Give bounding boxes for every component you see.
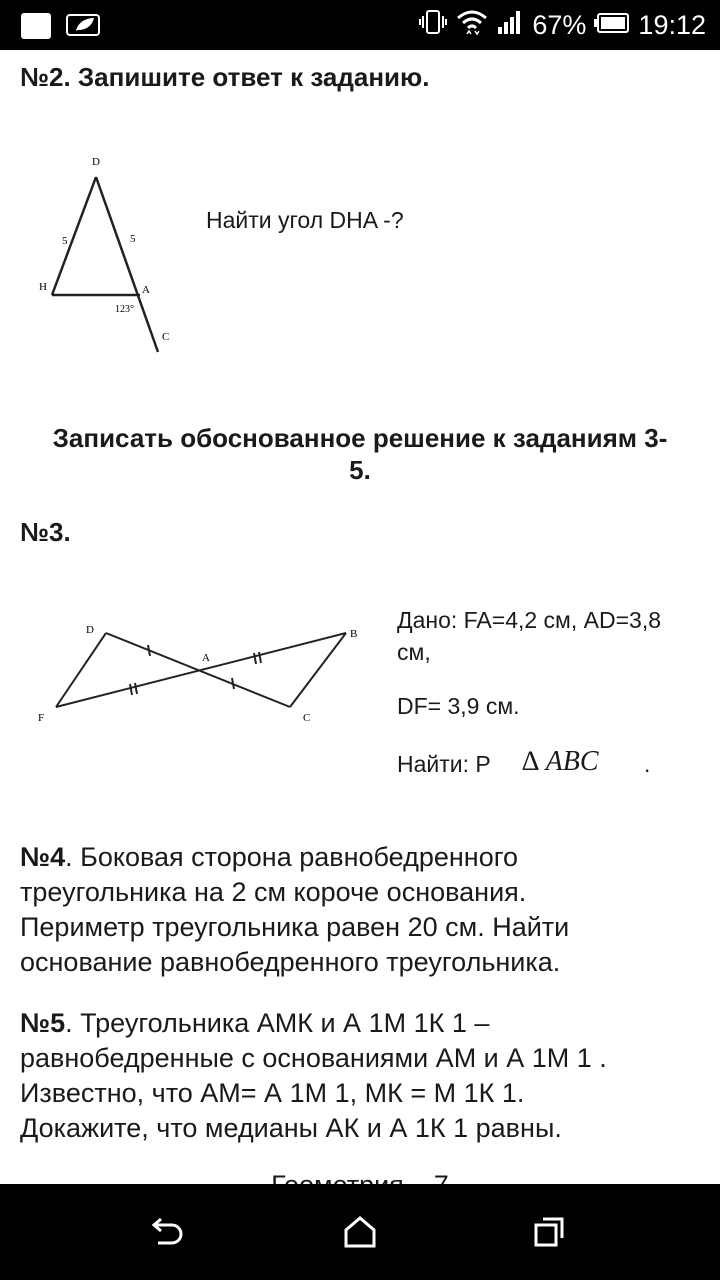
- section-heading: [0, 422, 720, 486]
- clock: 19:12: [638, 9, 706, 40]
- double-tick-FA-1: [130, 684, 132, 695]
- section-heading-line1: Записать обоснованное решение к заданиям 3-: [52, 423, 668, 453]
- task5-line-2: равнобедренные с основаниями АМ и А 1М 1 .: [20, 1043, 607, 1073]
- task4-line-4: основание равнобедренного треугольника.: [20, 947, 561, 977]
- label-C: C: [303, 712, 311, 724]
- label-D: D: [86, 624, 94, 636]
- task2-heading: №2. Запишите ответ к заданию.: [20, 62, 430, 92]
- tick-DA: [148, 645, 150, 656]
- wifi-icon: [456, 8, 488, 43]
- back-button[interactable]: [136, 1206, 196, 1258]
- double-tick-AB-1: [254, 653, 256, 664]
- battery-percent: 67%: [532, 9, 587, 40]
- task4-paragraph: [20, 840, 700, 980]
- home-button[interactable]: [330, 1206, 390, 1258]
- task3-given-line3: DF= 3,9 см.: [397, 693, 520, 719]
- task4-line-1: №4. Боковая сторона равнобедренного: [20, 842, 518, 872]
- home-icon: [340, 1214, 380, 1250]
- double-tick-FA-2: [135, 683, 137, 694]
- section-heading-line2: 5.: [349, 455, 371, 485]
- label-B: B: [350, 628, 358, 640]
- task5-line-4: Докажите, что медианы АК и А 1К 1 равны.: [20, 1113, 562, 1143]
- task3-bowtie-figure: [30, 615, 380, 735]
- task5-line-1: №5. Треугольника АМК и А 1М 1К 1 –: [20, 1008, 490, 1038]
- task4-line-3: Периметр треугольника равен 20 см. Найти: [20, 912, 570, 942]
- tick-AC: [232, 678, 234, 689]
- document-view[interactable]: [0, 50, 720, 1184]
- status-bar: [0, 0, 720, 50]
- task2-question: Найти угол DHA -?: [206, 207, 404, 233]
- task3-given-line2: см,: [397, 639, 431, 665]
- back-icon: [146, 1215, 186, 1249]
- leaf-mode-icon: [66, 12, 102, 43]
- label-side-left: 5: [62, 235, 68, 247]
- side-HD: [52, 177, 96, 295]
- task2-triangle-figure: [30, 150, 190, 360]
- task5-paragraph: [20, 1006, 700, 1146]
- label-side-right: 5: [130, 233, 136, 245]
- label-C: C: [162, 331, 170, 343]
- segment-BC: [290, 633, 346, 707]
- recents-button[interactable]: [520, 1206, 580, 1258]
- battery-icon: [594, 10, 630, 41]
- task3-triangle-symbol: ∆ ABC: [522, 746, 599, 777]
- recents-icon: [530, 1214, 570, 1250]
- label-A: A: [142, 284, 150, 296]
- task3-find-suffix: .: [644, 751, 651, 777]
- task3-given-line1: Дано: FA=4,2 см, AD=3,8: [397, 607, 662, 633]
- task3-find-prefix: Найти: Р: [397, 751, 491, 777]
- task4-number: №4: [20, 842, 66, 872]
- task5-line-3: Известно, что АМ= А 1М 1, МК = М 1К 1.: [20, 1078, 525, 1108]
- signal-icon: [496, 9, 524, 42]
- label-H: H: [39, 281, 47, 293]
- label-D: D: [92, 156, 100, 168]
- double-tick-AB-2: [259, 652, 261, 663]
- label-angle: 123°: [115, 304, 134, 315]
- label-A: A: [202, 652, 210, 664]
- task3-heading: №3.: [20, 517, 71, 547]
- task4-line-2: треугольника на 2 см короче основания.: [20, 877, 527, 907]
- gallery-notification-icon: [20, 12, 52, 45]
- navigation-bar: [0, 1184, 720, 1280]
- line-DC: [96, 177, 158, 352]
- label-F: F: [38, 712, 45, 724]
- task5-number: №5: [20, 1008, 66, 1038]
- vibrate-icon: [418, 8, 448, 43]
